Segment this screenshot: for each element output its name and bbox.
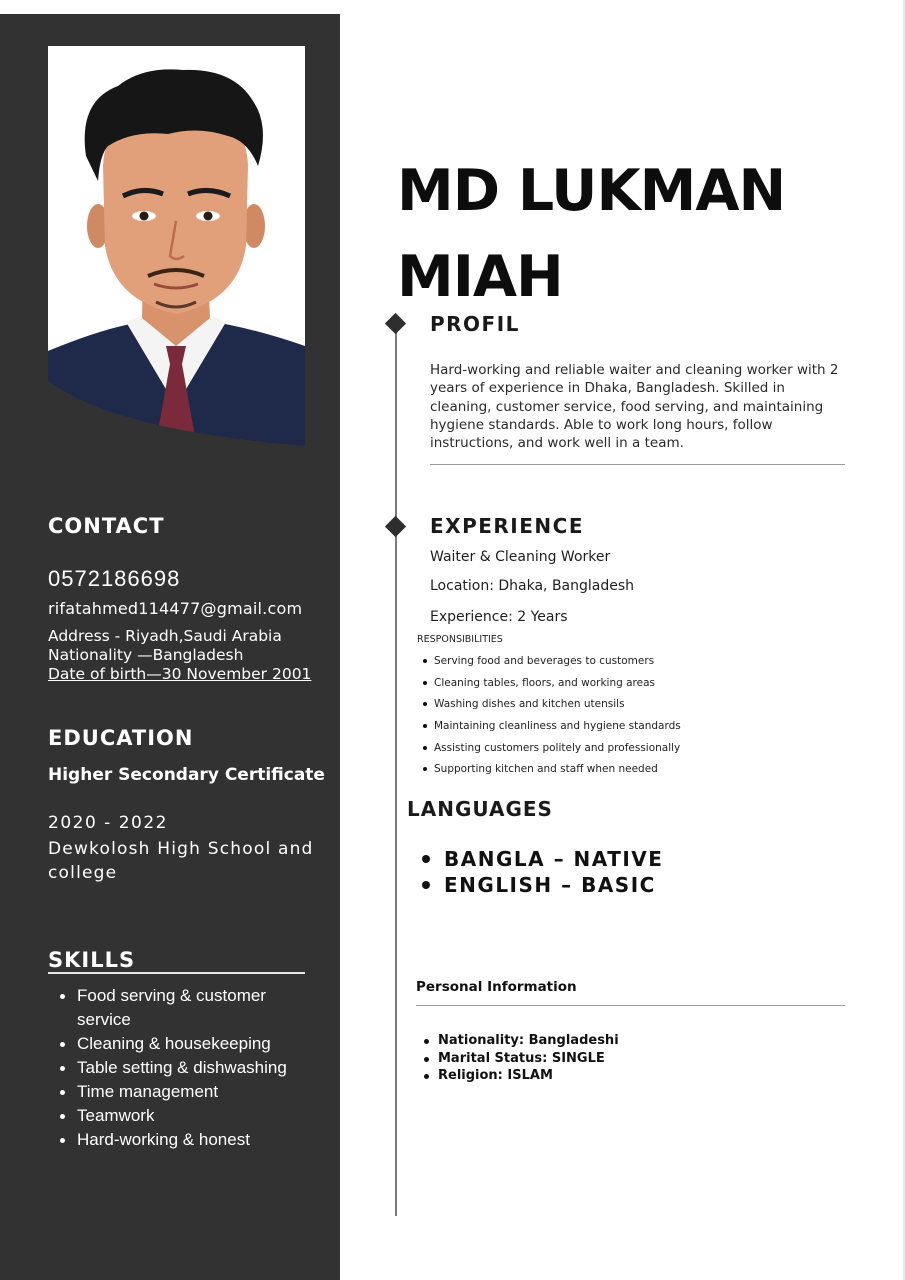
list-item: Washing dishes and kitchen utensils: [434, 695, 681, 717]
responsibilities-list: [434, 652, 681, 782]
education-heading: EDUCATION: [48, 726, 194, 750]
experience-role: Waiter & Cleaning Worker: [430, 549, 611, 565]
list-item: Hard-working & honest: [77, 1128, 317, 1152]
list-item: Food serving & customer service: [77, 984, 317, 1032]
personal-info-divider: [416, 1005, 845, 1006]
contact-heading: CONTACT: [48, 514, 165, 538]
photo-curve-overlay: [40, 374, 310, 454]
list-item: Religion: ISLAM: [438, 1067, 619, 1085]
education-school: Dewkolosh High School and college: [48, 839, 314, 883]
contact-nationality: Nationality —Bangladesh: [48, 646, 244, 664]
profile-divider: [430, 464, 845, 465]
languages-list: [444, 846, 663, 898]
list-item: Table setting & dishwashing: [77, 1056, 317, 1080]
personal-info-list: [438, 1032, 619, 1085]
contact-email[interactable]: rifatahmed114477@gmail.com: [48, 599, 303, 618]
timeline-line: [395, 328, 397, 1216]
list-item: Serving food and beverages to customers: [434, 652, 681, 674]
experience-diamond-icon: [385, 516, 406, 537]
experience-heading: EXPERIENCE: [430, 514, 584, 538]
full-name: [397, 148, 785, 320]
skills-heading: SKILLS: [48, 948, 136, 972]
list-item: Maintaining cleanliness and hygiene standards: [434, 717, 681, 739]
list-item: Assisting customers politely and professionally: [434, 739, 681, 761]
personal-info-heading: Personal Information: [416, 979, 577, 995]
education-years: 2020 - 2022: [48, 813, 168, 833]
list-item: Marital Status: SINGLE: [438, 1050, 619, 1068]
responsibilities-label: RESPONSIBILITIES: [417, 634, 503, 645]
list-item: Nationality: Bangladeshi: [438, 1033, 619, 1048]
skills-divider: [48, 972, 305, 974]
list-item: Time management: [77, 1080, 317, 1104]
list-item: BANGLA – NATIVE: [444, 847, 664, 871]
list-item: Cleaning & housekeeping: [77, 1032, 317, 1056]
experience-location: Location: Dhaka, Bangladesh: [430, 578, 635, 594]
languages-heading: LANGUAGES: [407, 797, 553, 821]
sidebar: [0, 14, 340, 1280]
list-item: Teamwork: [77, 1104, 317, 1128]
profile-text: Hard-working and reliable waiter and cleaning worker with 2 years of experience in Dhaka, Bangladesh. Skilled in cleaning, customer service, food serving, and maintaining hygiene standards. Able to work long hours, follow instructions, and work well in a team.: [430, 362, 839, 452]
contact-dob: Date of birth—30 November 2001: [48, 665, 312, 683]
experience-duration: Experience: 2 Years: [430, 609, 568, 625]
list-item: Supporting kitchen and staff when needed: [434, 760, 681, 782]
contact-phone[interactable]: 0572186698: [48, 566, 181, 591]
contact-address: Address - Riyadh,Saudi Arabia: [48, 627, 282, 645]
name-line-1: MD LUKMAN: [397, 158, 786, 224]
list-item: Cleaning tables, floors, and working areas: [434, 674, 681, 696]
profile-heading: PROFIL: [430, 312, 520, 336]
skills-list: [77, 984, 317, 1152]
list-item: ENGLISH – BASIC: [444, 872, 663, 898]
name-line-2: MIAH: [397, 244, 563, 310]
education-title: Higher Secondary Certificate: [48, 765, 325, 785]
